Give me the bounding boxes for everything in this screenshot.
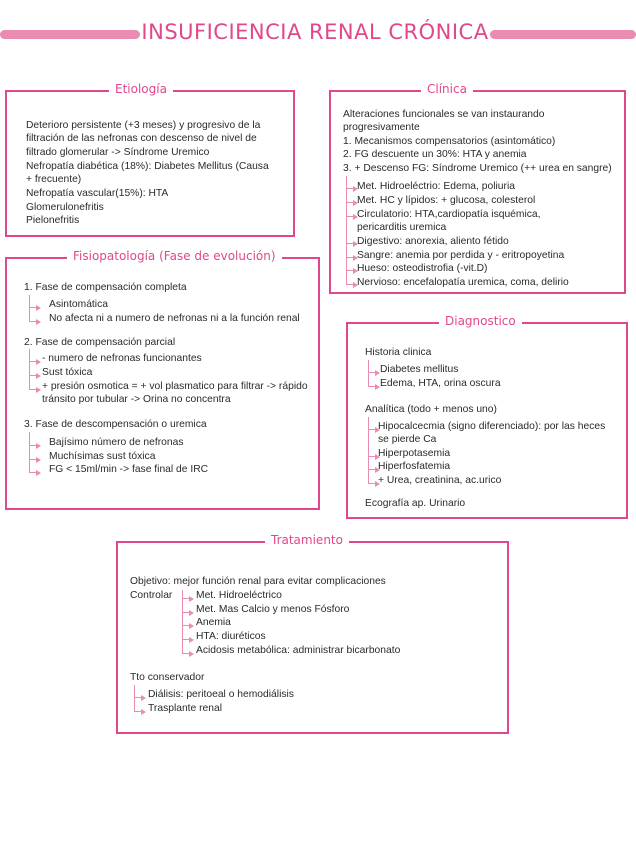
arrow-icon	[182, 645, 190, 654]
controlar-item: Met. Hidroeléctrico	[196, 590, 282, 601]
arrow-icon	[346, 194, 354, 203]
controlar-item: Acidosis metabólica: administrar bicarbonato	[196, 645, 401, 656]
arrow-icon	[346, 276, 354, 285]
conservador-item: Trasplante renal	[148, 703, 223, 714]
tratamiento-header: Tratamiento	[265, 533, 349, 547]
diagnostico-historia: Historia clinica	[365, 347, 432, 358]
arrow-icon	[346, 208, 354, 217]
clinica-item: Sangre: anemia por perdida y - eritropoyetina	[357, 250, 565, 261]
arrow-icon	[368, 461, 376, 470]
phase-3-item: FG < 15ml/min -> fase final de IRC	[49, 464, 209, 475]
arrow-icon	[29, 353, 37, 362]
arrow-icon	[368, 421, 376, 430]
controlar-item: HTA: diuréticos	[196, 631, 266, 642]
historia-item: Diabetes mellitus	[380, 364, 459, 375]
arrow-icon	[29, 464, 37, 473]
arrow-icon	[182, 604, 190, 613]
arrow-icon	[346, 180, 354, 189]
analitica-item: Hiperfosfatemia	[378, 461, 451, 472]
phase-2-title: 2. Fase de compensación parcial	[24, 337, 176, 348]
etiologia-line: Pielonefritis	[26, 215, 80, 226]
fisiopatologia-header: Fisiopatología (Fase de evolución)	[67, 249, 282, 263]
arrow-icon	[346, 235, 354, 244]
page-title: INSUFICIENCIA RENAL CRÓNICA	[141, 20, 489, 44]
etiologia-line: Deterioro persistente (+3 meses) y progresivo de la	[26, 120, 261, 131]
phase-2-item: tránsito por tubular -> Orina no concentra	[42, 394, 231, 405]
historia-item: Edema, HTA, orina oscura	[380, 378, 501, 389]
arrow-icon	[29, 451, 37, 460]
arrow-icon	[134, 703, 142, 712]
analitica-item: Hipocalcecmia (signo diferenciado): por las heces	[378, 421, 606, 432]
arrow-icon	[182, 617, 190, 626]
phase-1-title: 1. Fase de compensación completa	[24, 282, 187, 293]
phase-3-item: Muchísimas sust tóxica	[49, 451, 156, 462]
controlar-item: Anemia	[196, 617, 231, 628]
clinica-line: 1. Mecanismos compensatorios (asintomático)	[343, 136, 556, 147]
arrow-icon	[29, 437, 37, 446]
etiologia-line: filtración de las nefronas con descenso de nivel de	[26, 133, 257, 144]
etiologia-line: filtrado glomerular -> Síndrome Uremico	[26, 147, 210, 158]
clinica-line: 2. FG descuente un 30%: HTA y anemia	[343, 149, 527, 160]
arrow-icon	[346, 262, 354, 271]
arrow-icon	[134, 689, 142, 698]
phase-2-item: + presión osmotica = + vol plasmatico para filtrar -> rápido	[42, 381, 308, 392]
clinica-line: 3. + Descenso FG: Síndrome Uremico (++ urea en sangre)	[343, 163, 612, 174]
clinica-item: Nervioso: encefalopatía uremica, coma, delirio	[357, 277, 569, 288]
analitica-item: se pierde Ca	[378, 434, 437, 445]
arrow-icon	[182, 590, 190, 599]
clinica-item: pericarditis uremica	[357, 222, 447, 233]
phase-1-item: Asintomática	[49, 299, 108, 310]
arrow-icon	[182, 631, 190, 640]
clinica-item: Digestivo: anorexia, aliento fétido	[357, 236, 509, 247]
etiologia-line: Glomerulonefritis	[26, 202, 104, 213]
arrow-icon	[368, 364, 376, 373]
arrow-icon	[29, 367, 37, 376]
title-banner	[0, 20, 636, 52]
clinica-item: Met. Hidroeléctrio: Edema, poliuria	[357, 181, 515, 192]
clinica-item: Circulatorio: HTA,cardiopatía isquémica,	[357, 209, 541, 220]
phase-2-item: Sust tóxica	[42, 367, 93, 378]
arrow-icon	[29, 313, 37, 322]
conservador-item: Diálisis: peritoeal o hemodiálisis	[148, 689, 294, 700]
clinica-line: progresivamente	[343, 122, 420, 133]
analitica-item: + Urea, creatinina, ac.urico	[378, 475, 502, 486]
phase-3-item: Bajísimo número de nefronas	[49, 437, 184, 448]
arrow-icon	[29, 381, 37, 390]
clinica-line: Alteraciones funcionales se van instaurando	[343, 109, 545, 120]
etiologia-line: Nefropatía diabética (18%): Diabetes Mellitus (Causa	[26, 161, 269, 172]
etiologia-header: Etiología	[109, 82, 173, 96]
arrow-icon	[368, 378, 376, 387]
clinica-item: Hueso: osteodistrofia (-vit.D)	[357, 263, 488, 274]
diagnostico-analitica: Analítica (todo + menos uno)	[365, 404, 497, 415]
tratamiento-conservador: Tto conservador	[130, 672, 205, 683]
etiologia-line: + frecuente)	[26, 174, 82, 185]
phase-3-title: 3. Fase de descompensación o uremica	[24, 419, 207, 430]
title-bar-right	[490, 30, 636, 39]
etiologia-line: Nefropatía vascular(15%): HTA	[26, 188, 169, 199]
clinica-item: Met. HC y lípidos: + glucosa, colesterol	[357, 195, 536, 206]
tratamiento-controlar: Controlar	[130, 590, 173, 601]
phase-1-item: No afecta ni a numero de nefronas ni a la función renal	[49, 313, 300, 324]
analitica-item: Hiperpotasemia	[378, 448, 451, 459]
controlar-item: Met. Mas Calcio y menos Fósforo	[196, 604, 350, 615]
phase-2-item: - numero de nefronas funcionantes	[42, 353, 202, 364]
diagnostico-ecografia: Ecografía ap. Urinario	[365, 498, 466, 509]
diagnostico-header: Diagnostico	[439, 314, 522, 328]
arrow-icon	[368, 475, 376, 484]
arrow-icon	[29, 299, 37, 308]
arrow-icon	[346, 249, 354, 258]
title-bar-left	[0, 30, 140, 39]
clinica-header: Clínica	[421, 82, 473, 96]
arrow-icon	[368, 448, 376, 457]
tratamiento-objetivo: Objetivo: mejor función renal para evitar complicaciones	[130, 576, 386, 587]
